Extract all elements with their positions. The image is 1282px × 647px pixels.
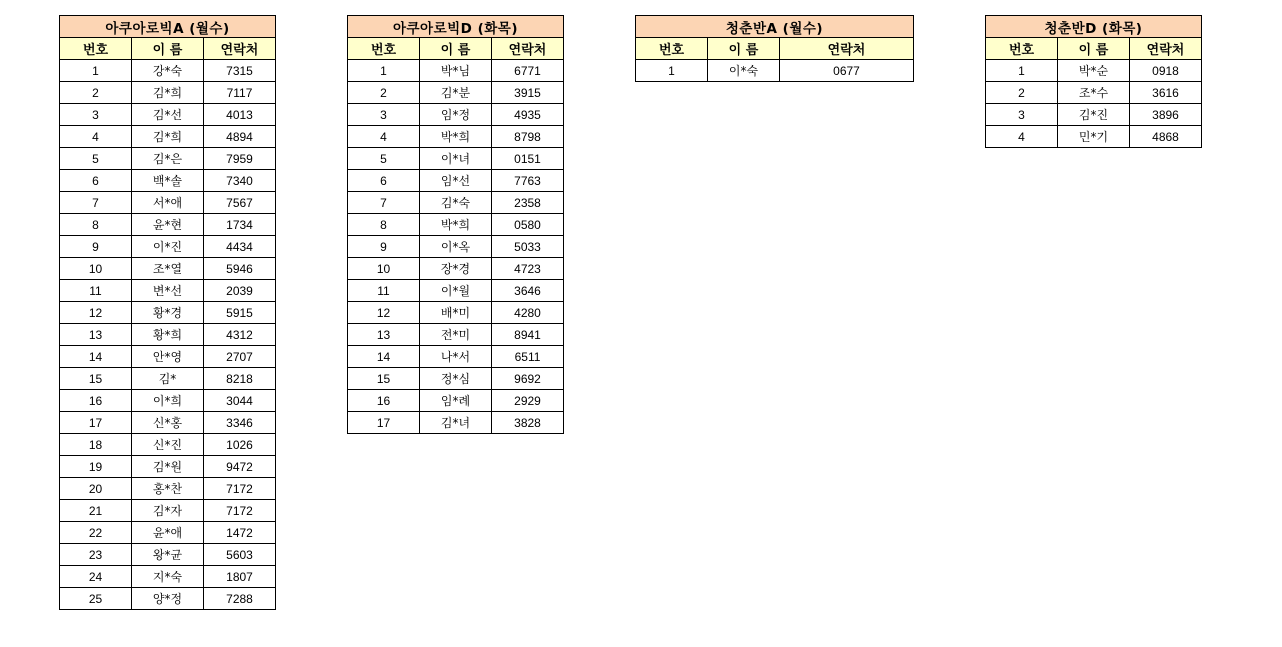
- row-number: 8: [60, 214, 132, 236]
- column-header-number: 번호: [986, 38, 1058, 60]
- row-number: 12: [60, 302, 132, 324]
- member-name: 김*자: [132, 500, 204, 522]
- column-header-number: 번호: [60, 38, 132, 60]
- member-name: 김*희: [132, 82, 204, 104]
- table-row: [60, 544, 276, 566]
- table-row: [60, 500, 276, 522]
- contact-number: 1734: [204, 214, 276, 236]
- member-name: 민*기: [1058, 126, 1130, 148]
- row-number: 9: [348, 236, 420, 258]
- member-name: 이*월: [420, 280, 492, 302]
- table-row: [60, 214, 276, 236]
- row-number: 16: [348, 390, 420, 412]
- table-row: [60, 434, 276, 456]
- row-number: 25: [60, 588, 132, 610]
- table-row: [348, 280, 564, 302]
- row-number: 6: [348, 170, 420, 192]
- column-header-contact: 연락처: [1130, 38, 1202, 60]
- member-name: 황*희: [132, 324, 204, 346]
- table-row: [636, 60, 914, 82]
- contact-number: 4434: [204, 236, 276, 258]
- member-name: 조*수: [1058, 82, 1130, 104]
- member-name: 김*희: [132, 126, 204, 148]
- column-header-contact: 연락처: [780, 38, 914, 60]
- table-row: [348, 82, 564, 104]
- table-row: [348, 368, 564, 390]
- contact-number: 2707: [204, 346, 276, 368]
- row-number: 12: [348, 302, 420, 324]
- member-name: 김*: [132, 368, 204, 390]
- contact-number: 0151: [492, 148, 564, 170]
- contact-number: 7172: [204, 478, 276, 500]
- contact-number: 4723: [492, 258, 564, 280]
- member-name: 왕*균: [132, 544, 204, 566]
- contact-number: 8218: [204, 368, 276, 390]
- table-row: [60, 302, 276, 324]
- contact-number: 2358: [492, 192, 564, 214]
- table-row: [60, 126, 276, 148]
- member-name: 박*순: [1058, 60, 1130, 82]
- member-name: 지*숙: [132, 566, 204, 588]
- contact-number: 9472: [204, 456, 276, 478]
- table-row: [60, 192, 276, 214]
- contact-number: 3896: [1130, 104, 1202, 126]
- row-number: 3: [986, 104, 1058, 126]
- table-row: [60, 82, 276, 104]
- column-header-name: 이 름: [708, 38, 780, 60]
- row-number: 7: [60, 192, 132, 214]
- contact-number: 3616: [1130, 82, 1202, 104]
- roster-table-youth-d: [985, 15, 1202, 148]
- contact-number: 0677: [780, 60, 914, 82]
- contact-number: 4280: [492, 302, 564, 324]
- contact-number: 2929: [492, 390, 564, 412]
- row-number: 1: [986, 60, 1058, 82]
- member-name: 임*선: [420, 170, 492, 192]
- member-name: 윤*애: [132, 522, 204, 544]
- contact-number: 7288: [204, 588, 276, 610]
- row-number: 3: [348, 104, 420, 126]
- table-row: [348, 170, 564, 192]
- member-name: 홍*찬: [132, 478, 204, 500]
- row-number: 1: [348, 60, 420, 82]
- contact-number: 8941: [492, 324, 564, 346]
- column-header-contact: 연락처: [492, 38, 564, 60]
- contact-number: 4312: [204, 324, 276, 346]
- row-number: 10: [348, 258, 420, 280]
- table-row: [60, 148, 276, 170]
- table-row: [60, 588, 276, 610]
- row-number: 17: [348, 412, 420, 434]
- table-row: [60, 412, 276, 434]
- member-name: 나*서: [420, 346, 492, 368]
- table-row: [60, 280, 276, 302]
- contact-number: 4894: [204, 126, 276, 148]
- member-name: 서*애: [132, 192, 204, 214]
- row-number: 13: [60, 324, 132, 346]
- table-row: [60, 456, 276, 478]
- contact-number: 3044: [204, 390, 276, 412]
- table-row: [986, 126, 1202, 148]
- row-number: 13: [348, 324, 420, 346]
- row-number: 7: [348, 192, 420, 214]
- member-name: 이*희: [132, 390, 204, 412]
- member-name: 임*례: [420, 390, 492, 412]
- contact-number: 1807: [204, 566, 276, 588]
- table-row: [60, 368, 276, 390]
- row-number: 2: [348, 82, 420, 104]
- member-name: 신*홍: [132, 412, 204, 434]
- member-name: 박*님: [420, 60, 492, 82]
- contact-number: 1026: [204, 434, 276, 456]
- row-number: 9: [60, 236, 132, 258]
- roster-table-aqua-a: [59, 15, 276, 610]
- contact-number: 3915: [492, 82, 564, 104]
- member-name: 이*숙: [708, 60, 780, 82]
- contact-number: 7763: [492, 170, 564, 192]
- member-name: 김*진: [1058, 104, 1130, 126]
- member-name: 이*녀: [420, 148, 492, 170]
- row-number: 16: [60, 390, 132, 412]
- row-number: 8: [348, 214, 420, 236]
- contact-number: 4935: [492, 104, 564, 126]
- member-name: 김*분: [420, 82, 492, 104]
- row-number: 4: [60, 126, 132, 148]
- row-number: 21: [60, 500, 132, 522]
- contact-number: 9692: [492, 368, 564, 390]
- member-name: 윤*현: [132, 214, 204, 236]
- row-number: 4: [348, 126, 420, 148]
- row-number: 11: [60, 280, 132, 302]
- column-header-name: 이 름: [132, 38, 204, 60]
- member-name: 박*희: [420, 214, 492, 236]
- table-row: [348, 126, 564, 148]
- row-number: 20: [60, 478, 132, 500]
- row-number: 6: [60, 170, 132, 192]
- column-header-name: 이 름: [420, 38, 492, 60]
- table-row: [986, 60, 1202, 82]
- row-number: 14: [60, 346, 132, 368]
- contact-number: 5946: [204, 258, 276, 280]
- table-row: [60, 104, 276, 126]
- column-header-number: 번호: [636, 38, 708, 60]
- member-name: 김*숙: [420, 192, 492, 214]
- member-name: 이*진: [132, 236, 204, 258]
- contact-number: 4013: [204, 104, 276, 126]
- table-row: [348, 390, 564, 412]
- row-number: 2: [60, 82, 132, 104]
- member-name: 장*경: [420, 258, 492, 280]
- contact-number: 5033: [492, 236, 564, 258]
- member-name: 김*녀: [420, 412, 492, 434]
- contact-number: 7959: [204, 148, 276, 170]
- table-title: 아쿠아로빅A (월수): [60, 16, 276, 38]
- contact-number: 8798: [492, 126, 564, 148]
- contact-number: 5603: [204, 544, 276, 566]
- table-row: [348, 346, 564, 368]
- row-number: 14: [348, 346, 420, 368]
- member-name: 박*희: [420, 126, 492, 148]
- row-number: 19: [60, 456, 132, 478]
- member-name: 정*심: [420, 368, 492, 390]
- row-number: 15: [348, 368, 420, 390]
- table-title: 청춘반D (화목): [986, 16, 1202, 38]
- member-name: 강*숙: [132, 60, 204, 82]
- contact-number: 7567: [204, 192, 276, 214]
- table-title: 청춘반A (월수): [636, 16, 914, 38]
- member-name: 백*솔: [132, 170, 204, 192]
- member-name: 김*원: [132, 456, 204, 478]
- table-row: [60, 170, 276, 192]
- roster-table-youth-a: [635, 15, 914, 82]
- row-number: 15: [60, 368, 132, 390]
- row-number: 17: [60, 412, 132, 434]
- member-name: 임*정: [420, 104, 492, 126]
- table-title: 아쿠아로빅D (화목): [348, 16, 564, 38]
- column-header-contact: 연락처: [204, 38, 276, 60]
- contact-number: 1472: [204, 522, 276, 544]
- member-name: 신*진: [132, 434, 204, 456]
- row-number: 10: [60, 258, 132, 280]
- contact-number: 0580: [492, 214, 564, 236]
- row-number: 1: [636, 60, 708, 82]
- contact-number: 7340: [204, 170, 276, 192]
- row-number: 1: [60, 60, 132, 82]
- row-number: 3: [60, 104, 132, 126]
- member-name: 양*정: [132, 588, 204, 610]
- row-number: 18: [60, 434, 132, 456]
- row-number: 2: [986, 82, 1058, 104]
- contact-number: 2039: [204, 280, 276, 302]
- contact-number: 3346: [204, 412, 276, 434]
- table-row: [986, 104, 1202, 126]
- member-name: 안*영: [132, 346, 204, 368]
- table-row: [60, 566, 276, 588]
- table-row: [348, 324, 564, 346]
- table-row: [348, 214, 564, 236]
- contact-number: 7117: [204, 82, 276, 104]
- table-row: [60, 522, 276, 544]
- contact-number: 6771: [492, 60, 564, 82]
- member-name: 조*열: [132, 258, 204, 280]
- table-row: [60, 346, 276, 368]
- table-row: [60, 60, 276, 82]
- row-number: 23: [60, 544, 132, 566]
- member-name: 배*미: [420, 302, 492, 324]
- row-number: 22: [60, 522, 132, 544]
- member-name: 변*선: [132, 280, 204, 302]
- contact-number: 3828: [492, 412, 564, 434]
- contact-number: 7172: [204, 500, 276, 522]
- member-name: 이*옥: [420, 236, 492, 258]
- table-row: [348, 192, 564, 214]
- table-row: [348, 412, 564, 434]
- table-row: [348, 258, 564, 280]
- table-row: [348, 148, 564, 170]
- table-row: [348, 236, 564, 258]
- contact-number: 3646: [492, 280, 564, 302]
- row-number: 5: [348, 148, 420, 170]
- table-row: [60, 258, 276, 280]
- row-number: 4: [986, 126, 1058, 148]
- table-row: [348, 104, 564, 126]
- table-row: [348, 302, 564, 324]
- contact-number: 4868: [1130, 126, 1202, 148]
- table-row: [986, 82, 1202, 104]
- row-number: 5: [60, 148, 132, 170]
- contact-number: 0918: [1130, 60, 1202, 82]
- column-header-number: 번호: [348, 38, 420, 60]
- row-number: 11: [348, 280, 420, 302]
- table-row: [348, 60, 564, 82]
- roster-table-aqua-d: [347, 15, 564, 434]
- table-row: [60, 478, 276, 500]
- column-header-name: 이 름: [1058, 38, 1130, 60]
- member-name: 전*미: [420, 324, 492, 346]
- member-name: 황*경: [132, 302, 204, 324]
- table-row: [60, 236, 276, 258]
- contact-number: 7315: [204, 60, 276, 82]
- row-number: 24: [60, 566, 132, 588]
- contact-number: 6511: [492, 346, 564, 368]
- member-name: 김*선: [132, 104, 204, 126]
- contact-number: 5915: [204, 302, 276, 324]
- member-name: 김*은: [132, 148, 204, 170]
- table-row: [60, 324, 276, 346]
- table-row: [60, 390, 276, 412]
